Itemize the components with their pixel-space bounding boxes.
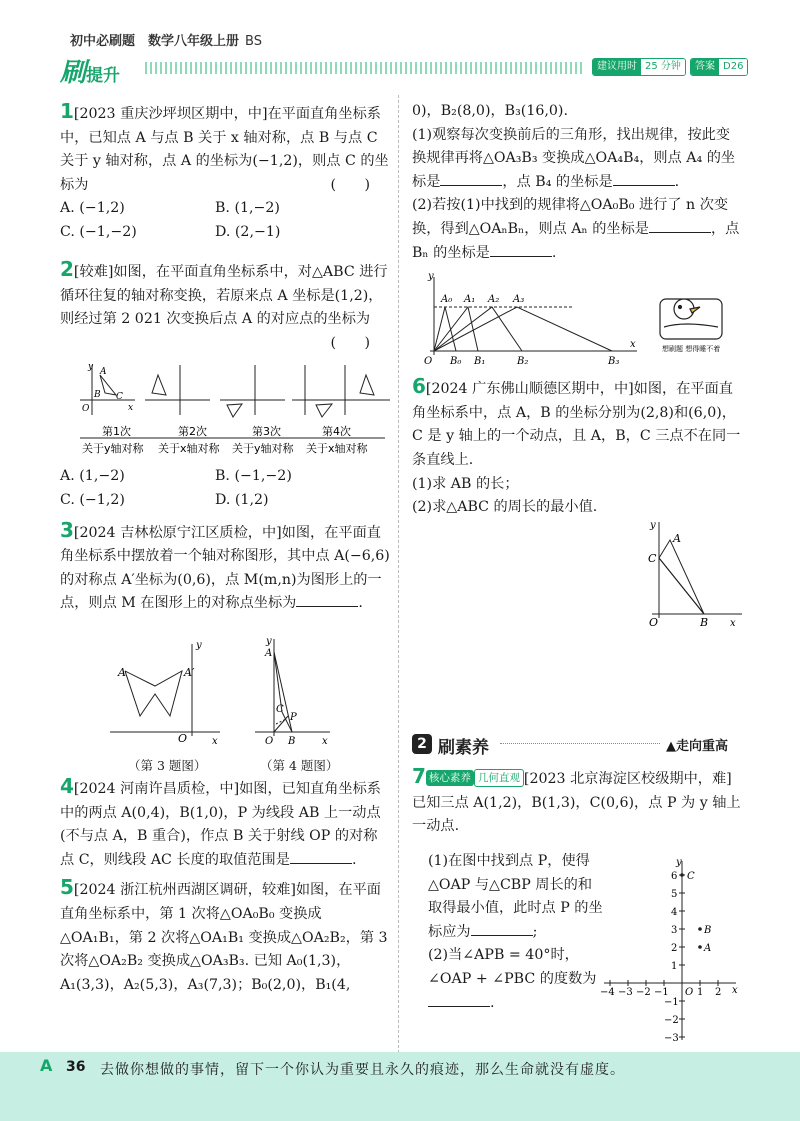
svg-text:C: C [116,392,123,403]
svg-text:−3: −3 [664,1033,679,1044]
sleepy-cartoon-icon [660,299,722,339]
svg-text:P: P [290,711,297,723]
step-2-desc: 关于x轴对称 [158,442,220,456]
left-column [60,100,390,997]
svg-text:O: O [649,615,659,629]
svg-text:C: C [276,703,284,715]
q5-an-blank[interactable] [649,218,711,233]
svg-text:2: 2 [671,943,678,954]
step-4-desc: 关于x轴对称 [306,442,368,456]
svg-text:C: C [648,551,657,565]
question-3: 3[2024 吉林松原宁江区质检，中]如图，在平面直角坐标系中摆放着一个轴对称图形，其中点 A(−6,6)的对称点 A′坐标为(0,6)，点 M(m,n)为图形上的一点，则点 M 在图形上的对称点坐标为 . A A′ O y x y A C P O B x （第 3 题图） （第 4 题图） [60,519,390,771]
svg-text:B₃: B₃ [608,356,620,368]
step-1-label: 第1次 [102,425,131,439]
q2-transform-figure [60,355,390,465]
svg-text:x: x [732,985,738,996]
svg-text:−2: −2 [636,987,651,998]
svg-text:1: 1 [671,961,678,972]
q5-triangle-figure [412,269,742,369]
svg-text:−2: −2 [664,1015,679,1026]
step-4-label: 第4次 [322,425,351,439]
svg-text:A′: A′ [184,665,195,679]
time-badge: 建议用时 25 分钟 [592,58,686,76]
svg-text:A: A [704,943,712,954]
svg-text:x: x [322,735,328,747]
q3-answer-blank[interactable] [296,592,358,607]
point-b [698,927,702,931]
svg-text:A₁: A₁ [464,294,476,306]
svg-text:A: A [673,531,681,545]
svg-text:x: x [730,617,736,629]
question-5: 5[2024 浙江杭州西湖区调研，较难]如图，在平面直角坐标系中，第 1 次将△OA₀B₀ 变换成△OA₁B₁，第 2 次将△OA₁B₁ 变换成△OA₂B₂，第 3 次将△OA₂B₂ 变换成△OA₃B₃. 已知 A₀(1,3)，A₁(3,3)，A₂(5,3)，A₃(7,3)；B₀(2,0)，B₁(4, [60,875,388,993]
header-stripes [145,62,585,74]
svg-text:A₂: A₂ [488,294,500,306]
svg-text:B: B [288,735,296,747]
svg-text:−1: −1 [664,997,679,1008]
svg-text:−3: −3 [618,987,633,998]
svg-text:y: y [196,639,202,651]
svg-text:x: x [128,403,134,414]
q7-grid-figure [596,855,746,1045]
section-rule [500,743,660,744]
section-right-label: ▲走向重高 [666,739,729,754]
page-number: 36 [66,1059,86,1075]
svg-text:x: x [212,735,218,747]
q5-a4-blank[interactable] [440,171,502,186]
section-badge: 2 [412,734,432,754]
section-title: 刷素养 [438,738,489,758]
svg-text:A₃: A₃ [513,294,525,306]
svg-text:O: O [685,987,694,998]
q1-options: A. (−1,2) B. (1,−2) C. (−1,−2) D. (2,−1) [60,200,281,240]
svg-text:A: A [265,647,273,659]
series-title: 初中必刷题 数学八年级上册 BS [70,34,262,49]
answer-badge: 答案 D26 [690,58,748,76]
svg-text:O: O [82,404,90,415]
q7-angle-blank[interactable] [428,992,490,1007]
svg-text:A₀: A₀ [441,294,453,306]
question-7: 7 核心素养 几何直观 [2023 北京海淀区校级期中，难]已知三点 A(1,2)，B(1,3)，C(0,6)，点 P 为 y 轴上一动点. [412,764,741,835]
svg-text:2: 2 [715,987,722,998]
question-2: 2[较难]如图，在平面直角坐标系中，对△ABC 进行循环往复的轴对称变换，若原来点 A 坐标是(1,2)，则经过第 2 021 次变换后点 A 的对应点的坐标为 ( ) y A B C O x 第1次 第2次 第3次 第4次 关于y轴对称 关于x轴对称 关于y轴对称 关于x轴对称 A. (1,−2) B. (−1,−2) C. (−1,2) D. (1,2) [60,258,390,513]
section-brand: 刷提升 [60,58,121,88]
q7-p-blank[interactable] [471,921,533,936]
svg-text:−1: −1 [654,987,669,998]
q5-b4-blank[interactable] [613,171,675,186]
svg-text:B₁: B₁ [474,356,486,368]
q3-caption: （第 3 题图） [128,757,207,773]
svg-text:y: y [266,635,272,647]
svg-text:4: 4 [671,907,678,918]
svg-text:B₀: B₀ [450,356,462,368]
question-4: 4[2024 河南许昌质检，中]如图，已知直角坐标系中的两点 A(0,4)，B(1,0)，P 为线段 AB 上一动点(不与点 A，B 重合)，作点 B 关于射线 OP 的对称点 C，则线段 AC 长度的取值范围是 . [60,773,381,868]
q3-q4-figures [60,624,390,754]
step-1-desc: 关于y轴对称 [82,442,144,456]
svg-text:y: y [88,362,94,373]
svg-text:B: B [700,615,709,629]
step-3-label: 第3次 [252,425,281,439]
cartoon-caption: 想刷题 想得睡不着 [662,345,721,354]
svg-text:3: 3 [671,925,678,936]
step-2-label: 第2次 [178,425,207,439]
svg-text:5: 5 [671,889,678,900]
point-a [698,945,702,949]
svg-text:O: O [424,356,433,368]
right-column [412,100,742,630]
q4-caption: （第 4 题图） [260,757,339,773]
svg-text:−4: −4 [600,987,615,998]
question-7-parts: (1)在图中找到点 P，使得△OAP 与△CBP 周长的和取得最小值，此时点 P 的坐标应为 ; (2)当∠APB = 40°时，∠OAP + ∠PBC 的度数为. [428,853,603,1011]
question-1: 1[2023 重庆沙坪坝区期中，中]在平面直角坐标系中，已知点 A 与点 B 关于 x 轴对称，点 B 与点 C 关于 y 轴对称，点 A 的坐标为(−1,2)，则点 C 的坐标为 ( ) A. (−1,2) B. (1,−2) C. (−1,−2) D. (2,−1) [60,100,390,252]
question-5-continued: 0)，B₂(8,0)，B₃(16,0). (1)观察每次变换前后的三角形，找出规律，按此变换规律再将△OA₃B₃ 变换成△OA₄B₄，则点 A₄ 的坐标是 ，点 B₄ 的坐标是 . (2)若按(1)中找到的规律将△OA₀B₀ 进行了 n 次变换，得到△OAₙBₙ，则点 Aₙ 的坐标是 ，点 Bₙ 的坐标是 . y A₀ A₁ A₂ A₃ O B₀ B₁ B₂ B₃ x 想刷题 想得睡不着 [412,100,742,369]
svg-text:y: y [676,857,682,868]
q6-figure [412,520,742,630]
svg-text:y: y [650,519,656,531]
svg-text:A: A [100,367,107,378]
svg-text:B: B [704,925,712,936]
svg-text:O: O [265,735,274,747]
point-c [680,873,684,877]
question-6: 6[2024 广东佛山顺德区期中，中]如图，在平面直角坐标系中，点 A，B 的坐标分别为(2,8)和(6,0)，C 是 y 轴上的一个动点，且 A，B，C 三点不在同一条直线上. (1)求 AB 的长； (2)求△ABC 的周长的最小值. y A C O B x [412,374,741,629]
svg-text:B: B [94,390,101,401]
svg-text:y: y [428,271,434,283]
building-icon: ▲ [666,739,676,754]
svg-text:6: 6 [671,871,678,882]
svg-text:O: O [178,731,188,745]
step-3-desc: 关于y轴对称 [232,442,294,456]
svg-text:C: C [687,871,695,882]
svg-text:x: x [630,339,636,351]
footer-motto: 去做你想做的事情，留下一个你认为重要且永久的痕迹，那么生命就没有虚度。 [100,1062,625,1078]
q2-options: A. (1,−2) B. (−1,−2) C. (−1,2) D. (1,2) [60,468,292,508]
svg-text:A: A [118,665,126,679]
svg-text:1: 1 [697,987,704,998]
brand-mark-icon: A [40,1056,53,1075]
column-divider [398,95,399,1053]
q4-answer-blank[interactable] [290,849,352,864]
q5-bn-blank[interactable] [490,242,552,257]
svg-text:B₂: B₂ [517,356,529,368]
